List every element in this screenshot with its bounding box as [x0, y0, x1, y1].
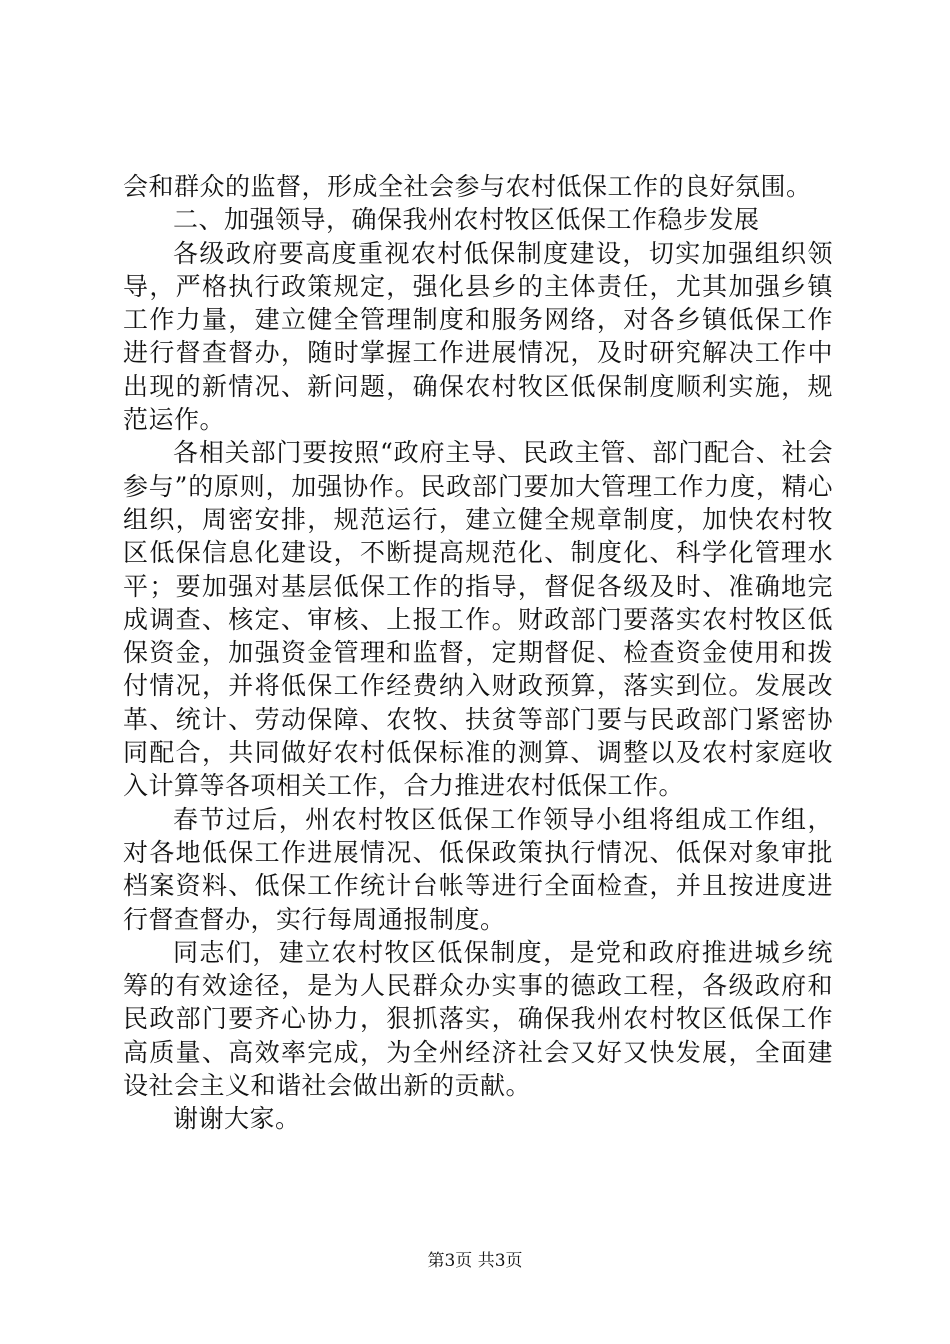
paragraph: 春节过后，州农村牧区低保工作领导小组将组成工作组，对各地低保工作进展情况、低保政策执行情况、低保对象审批档案资料、低保工作统计台帐等进行全面检查，并且按进度进行督查督办，实行每周通报制度。	[123, 804, 833, 934]
closing-remark: 谢谢大家。	[173, 1104, 301, 1134]
paragraph: 各相关部门要按照“政府主导、民政主管、部门配合、社会参与”的原则，加强协作。民政部门要加大管理工作力度，精心组织，周密安排，规范运行，建立健全规章制度，加快农村牧区低保信息化建设，不断提高规范化、制度化、科学化管理水平；要加强对基层低保工作的指导，督促各级及时、准确地完成调查、核定、审核、上报工作。财政部门要落实农村牧区低保资金，加强资金管理和监督，定期督促、检查资金使用和拨付情况，并将低保工作经费纳入财政预算，落实到位。发展改革、统计、劳动保障、农牧、扶贫等部门要与民政部门紧密协同配合，共同做好农村低保标准的测算、调整以及农村家庭收入计算等各项相关工作，合力推进农村低保工作。	[123, 438, 833, 801]
paragraph-continuation: 会和群众的监督，形成全社会参与农村低保工作的良好氛围。	[123, 172, 812, 201]
document-body	[123, 170, 833, 1136]
page-number-footer: 第3页 共3页	[427, 1251, 523, 1271]
paragraph: 各级政府要高度重视农村低保制度建设，切实加强组织领导，严格执行政策规定，强化县乡的主体责任，尤其加强乡镇工作力量，建立健全管理制度和服务网络，对各乡镇低保工作进行督查督办，随时掌握工作进展情况，及时研究解决工作中出现的新情况、新问题，确保农村牧区低保制度顺利实施，规范运作。	[123, 238, 833, 435]
section-heading: 二、加强领导，确保我州农村牧区低保工作稳步发展	[173, 205, 760, 235]
paragraph: 同志们，建立农村牧区低保制度，是党和政府推进城乡统筹的有效途径，是为人民群众办实事的德政工程，各级政府和民政部门要齐心协力，狠抓落实，确保我州农村牧区低保工作高质量、高效率完成，为全州经济社会又好又快发展，全面建设社会主义和谐社会做出新的贡献。	[123, 937, 833, 1101]
